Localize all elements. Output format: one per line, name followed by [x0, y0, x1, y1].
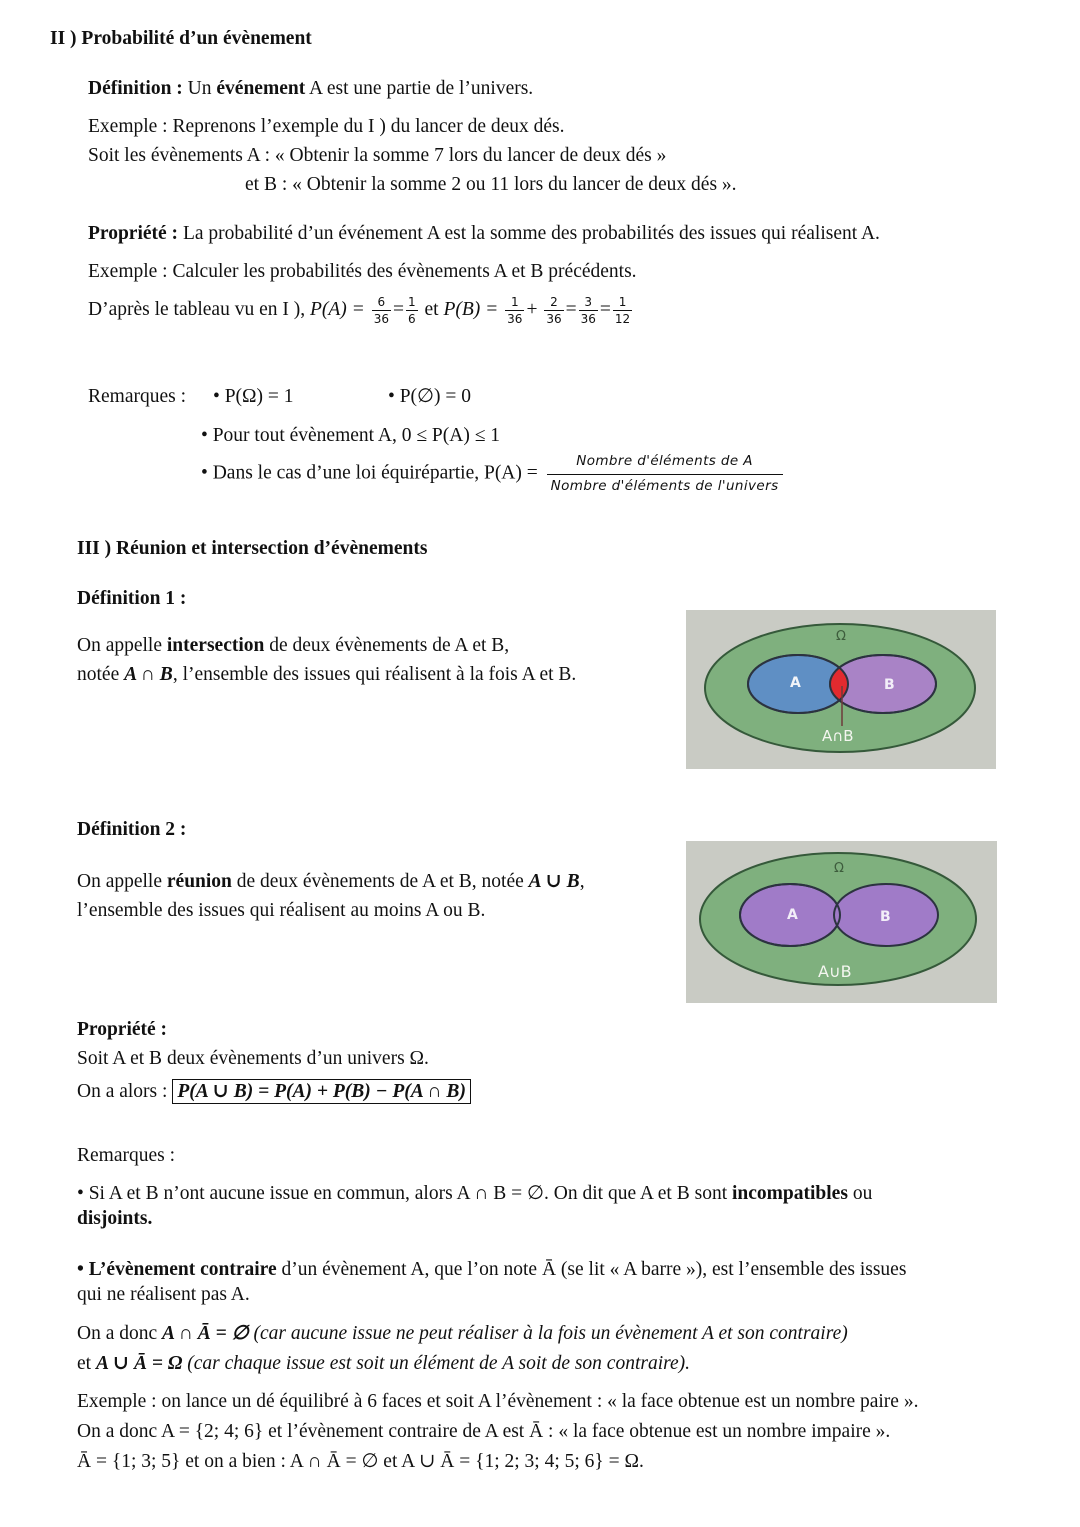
intersection-venn-diagram — [686, 610, 996, 769]
remark-incompatibles: • Si A et B n’ont aucune issue en commun, alors A ∩ B = ∅. On dit que A et B sont incompatibles ou — [77, 1183, 873, 1204]
example-de-line-1: Exemple : on lance un dé équilibré à 6 faces et soit A l’évènement : « la face obtenue est un nombre paire ». — [77, 1391, 919, 1412]
union-formula-box: P(A ∪ B) = P(A) + P(B) − P(A ∩ B) — [172, 1079, 471, 1104]
set-b-label: B — [880, 909, 891, 925]
remark-p-omega: • P(Ω) = 1 — [213, 386, 294, 407]
property-line-2: On a alors : P(A ∪ B) = P(A) + P(B) − P(A ∩ B) — [77, 1080, 471, 1103]
set-a-label: A — [787, 907, 798, 923]
fraction-3-36: $\frac{3}{36}$ — [580, 295, 596, 326]
set-b-label: B — [884, 677, 895, 693]
remarks-label-2: Remarques : — [77, 1145, 176, 1166]
remark-contraire: • L’évènement contraire d’un évènement A, que l’on note Ā (se lit « A barre »), est l’ensemble des issues — [77, 1259, 907, 1280]
section-title-probabilite: II ) Probabilité d’un évènement — [50, 28, 312, 49]
section-title-reunion-intersection: III ) Réunion et intersection d’évènements — [77, 538, 428, 559]
remark-incompatibles-line-2: disjoints. — [77, 1208, 153, 1229]
property-label: Propriété : — [77, 1019, 168, 1040]
remarks-label: Remarques : — [88, 386, 187, 407]
omega-label: Ω — [836, 629, 846, 644]
definition-2-label: Définition 2 : — [77, 819, 187, 840]
definition-evenement: Définition : Un événement A est une partie de l’univers. — [88, 78, 534, 99]
property-line-1: Soit A et B deux évènements d’un univers Ω. — [77, 1048, 429, 1069]
definition-2-line-1: On appelle réunion de deux évènements de A et B, notée A ∪ B, — [77, 871, 585, 892]
union-venn-diagram — [686, 841, 997, 1003]
omega-label: Ω — [834, 861, 844, 876]
fraction-2-36: $\frac{2}{36}$ — [546, 295, 562, 326]
fraction-nombre-elements: $\frac{\text{Nombre d'éléments de A}}{\text{Nombre d'éléments de l'univers}}$ — [547, 455, 783, 493]
remark-contraire-union: et A ∪ Ā = Ω (car chaque issue est soit un élément de A soit de son contraire). — [77, 1353, 691, 1374]
calculation-line: D’après le tableau vu en I ), P(A) = $\frac{6}{36}$ = $\frac{1}{6}$ et P(B) = $\frac{1}{36}$ + $\frac{2}{36}$ = $\frac{3}{36}$ = $\frac{1}{12}$ — [88, 295, 631, 326]
remark-contraire-intersection: On a donc A ∩ Ā = ∅ (car aucune issue ne peut réaliser à la fois un évènement A et son contraire) — [77, 1323, 848, 1344]
fraction-6-36: $\frac{6}{36}$ — [373, 295, 389, 326]
example-calculer: Exemple : Calculer les probabilités des évènements A et B précédents. — [88, 261, 637, 282]
fraction-1-36: $\frac{1}{36}$ — [507, 295, 523, 326]
definition-1-label: Définition 1 : — [77, 588, 187, 609]
remark-equirepartie: • Dans le cas d’une loi équirépartie, P(A) = $\frac{\text{Nombre d'éléments de A}}{\text{Nombre d'éléments de l'univers}}$ — [201, 455, 783, 493]
remark-bounds: • Pour tout évènement A, 0 ≤ P(A) ≤ 1 — [201, 425, 501, 446]
remark-p-empty: • P(∅) = 0 — [388, 386, 472, 407]
definition-1-line-1: On appelle intersection de deux évènements de A et B, — [77, 635, 510, 656]
intersection-label: A∩B — [822, 727, 854, 745]
example-de-line-2: On a donc A = {2; 4; 6} et l’évènement contraire de A est Ā : « la face obtenue est un nombre impaire ». — [77, 1421, 891, 1442]
fraction-1-6: $\frac{1}{6}$ — [407, 295, 416, 326]
remark-contraire-line-2: qui ne réalisent pas A. — [77, 1284, 250, 1305]
union-label: A∪B — [818, 962, 852, 981]
example-line-1: Exemple : Reprenons l’exemple du I ) du lancer de deux dés. — [88, 116, 565, 137]
example-de-line-3: Ā = {1; 3; 5} et on a bien : A ∩ Ā = ∅ et A ∪ Ā = {1; 2; 3; 4; 5; 6} = Ω. — [77, 1451, 644, 1472]
property-probabilite: Propriété : La probabilité d’un événement A est la somme des probabilités des issues qui réalisent A. — [88, 223, 880, 244]
definition-2-line-2: l’ensemble des issues qui réalisent au moins A ou B. — [77, 900, 486, 921]
definition-1-line-2: notée A ∩ B, l’ensemble des issues qui réalisent à la fois A et B. — [77, 664, 577, 685]
set-a-label: A — [790, 675, 801, 691]
example-line-2: Soit les évènements A : « Obtenir la somme 7 lors du lancer de deux dés » — [88, 145, 667, 166]
fraction-1-12: $\frac{1}{12}$ — [614, 295, 631, 326]
example-line-3: et B : « Obtenir la somme 2 ou 11 lors du lancer de deux dés ». — [245, 174, 737, 195]
